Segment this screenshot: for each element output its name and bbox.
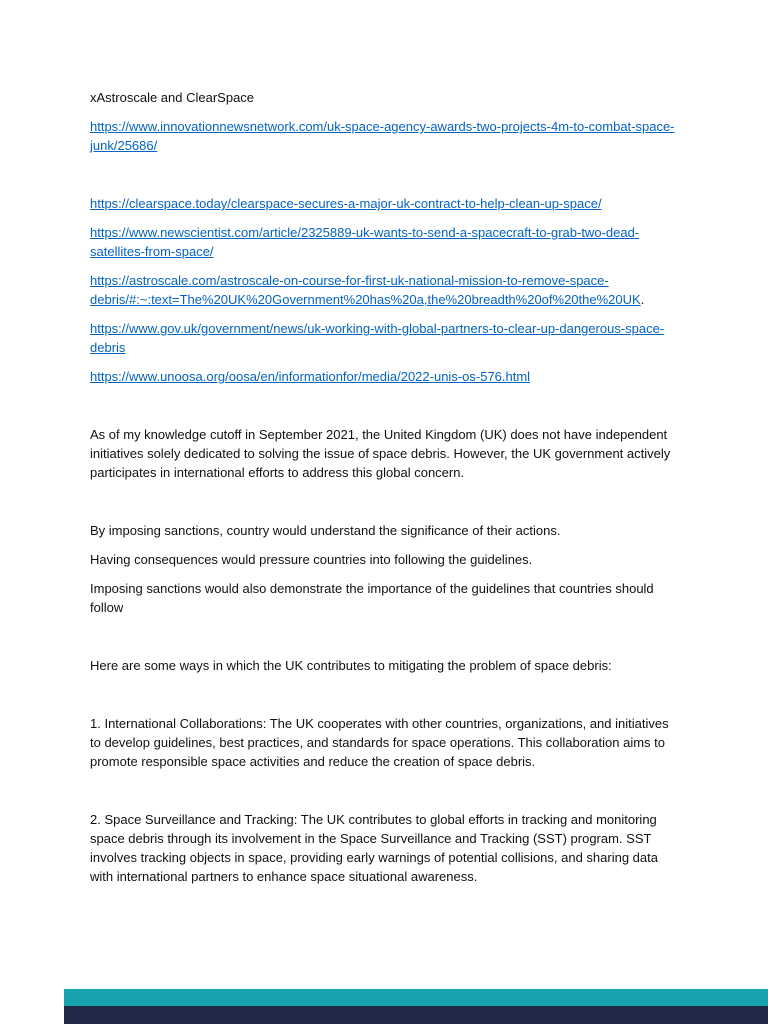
body-paragraph-demonstrate-importance: Imposing sanctions would also demonstrate the importance of the guidelines that countries should follow — [90, 581, 654, 615]
footer-teal-bar — [64, 989, 768, 1006]
hyperlink-paragraph — [90, 319, 680, 357]
hyperlink-paragraph — [90, 367, 680, 386]
hyperlink-paragraph — [90, 223, 680, 261]
hyperlink-paragraph — [90, 271, 680, 309]
hyperlink-clearspace[interactable]: https://clearspace.today/clearspace-secures-a-major-uk-contract-to-help-clean-up-space/ — [90, 196, 602, 211]
blank-line — [90, 627, 680, 656]
footer-navy-bar — [64, 1006, 768, 1024]
hyperlink-astroscale[interactable]: https://astroscale.com/astroscale-on-course-for-first-uk-national-mission-to-remove-space-debris/#:~:text=The%20UK%20Government%20has%20a,the%20breadth%20of%20the%20UK — [90, 273, 641, 307]
body-paragraph-having-consequences: Having consequences would pressure countries into following the guidelines. — [90, 552, 533, 567]
blank-line — [90, 685, 680, 714]
hyperlink-paragraph — [90, 117, 680, 155]
hyperlink-govuk[interactable]: https://www.gov.uk/government/news/uk-working-with-global-partners-to-clear-up-dangerous-space-debris — [90, 321, 665, 355]
body-paragraph-international-collaborations: 1. International Collaborations: The UK cooperates with other countries, organizations, and initiatives to develop guidelines, best practices, and standards for space operations. This collaboration aims to promote responsible space activities and reduce the creation of space debris. — [90, 716, 669, 769]
body-paragraph-space-surveillance: 2. Space Surveillance and Tracking: The UK contributes to global efforts in tracking and monitoring space debris through its involvement in the Space Surveillance and Tracking (SST) program. SST involves tracking objects in space, providing early warnings of potential collisions, and sharing data with international partners to enhance space situational awareness. — [90, 812, 658, 884]
link-suffix-period: . — [640, 292, 645, 307]
hyperlink-unoosa[interactable]: https://www.unoosa.org/oosa/en/informationfor/media/2022-unis-os-576.html — [90, 369, 531, 384]
blank-line — [90, 781, 680, 810]
hyperlink-paragraph — [90, 194, 680, 213]
blank-line — [90, 165, 680, 194]
blank-line — [90, 396, 680, 425]
document-heading: xAstroscale and ClearSpace — [90, 90, 255, 105]
blank-line — [90, 492, 680, 521]
body-paragraph-knowledge-cutoff: As of my knowledge cutoff in September 2021, the United Kingdom (UK) does not have independent initiatives solely dedicated to solving the issue of space debris. However, the UK government actively participates in international efforts to address this global concern. — [90, 427, 671, 480]
hyperlink-newscientist[interactable]: https://www.newscientist.com/article/2325889-uk-wants-to-send-a-spacecraft-to-grab-two-dead-satellites-from-space/ — [90, 225, 640, 259]
body-paragraph-imposing-sanctions: By imposing sanctions, country would understand the significance of their actions. — [90, 523, 561, 538]
hyperlink-innovationnewsnetwork[interactable]: https://www.innovationnewsnetwork.com/uk-space-agency-awards-two-projects-4m-to-combat-space-junk/25686/ — [90, 119, 675, 153]
body-paragraph-ways-intro: Here are some ways in which the UK contributes to mitigating the problem of space debris: — [90, 658, 612, 673]
